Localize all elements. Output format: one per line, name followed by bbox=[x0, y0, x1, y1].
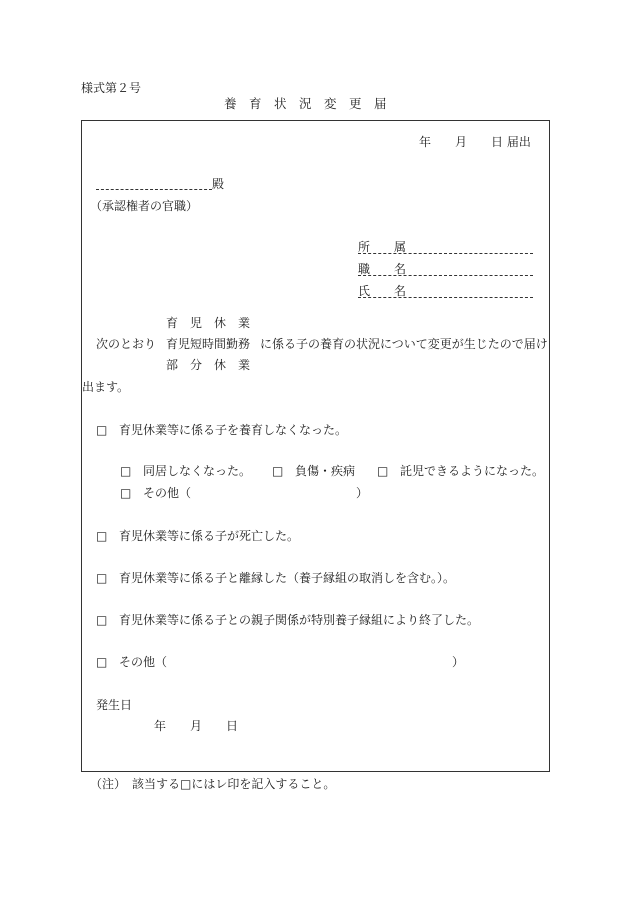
leave-type-childcare: 育 児 休 業 bbox=[166, 316, 251, 330]
form-number: 様式第２号 bbox=[81, 81, 142, 95]
checkbox-adoption-dissolved[interactable]: □ bbox=[96, 571, 108, 585]
position-label: 職 名 bbox=[358, 262, 407, 276]
affiliation-label: 所 属 bbox=[358, 240, 407, 254]
option-child-died: 育児休業等に係る子が死亡した。 bbox=[119, 529, 300, 543]
checkbox-not-living-together[interactable]: □ bbox=[120, 464, 132, 478]
position-field[interactable] bbox=[358, 275, 533, 276]
form-frame bbox=[81, 120, 550, 772]
option-injury-illness: 負傷・疾病 bbox=[295, 464, 356, 478]
option-not-living-together: 同居しなくなった。 bbox=[143, 464, 252, 478]
checkbox-injury-illness[interactable]: □ bbox=[272, 464, 284, 478]
addressee-field[interactable] bbox=[96, 189, 212, 190]
checkbox-other[interactable]: □ bbox=[96, 655, 108, 669]
addressee-suffix: 殿 bbox=[212, 177, 225, 191]
option-daycare-available: 託児できるようになった。 bbox=[400, 464, 545, 478]
affiliation-field[interactable] bbox=[358, 253, 533, 254]
form-title: 養 育 状 況 変 更 届 bbox=[224, 96, 387, 111]
option-adoption-dissolved: 育児休業等に係る子と離縁した（養子縁組の取消しを含む。）。 bbox=[119, 571, 456, 585]
leave-type-short-hours: 育児短時間勤務 bbox=[166, 337, 251, 351]
name-field[interactable] bbox=[358, 297, 533, 298]
option-other-close: ） bbox=[452, 655, 465, 669]
name-label: 氏 名 bbox=[358, 284, 407, 298]
occurrence-date: 年 月 日 bbox=[154, 719, 239, 733]
checkbox-no-longer-rearing[interactable]: □ bbox=[96, 423, 108, 437]
checkbox-special-adoption-ended[interactable]: □ bbox=[96, 613, 108, 627]
option-no-longer-rearing: 育児休業等に係る子を養育しなくなった。 bbox=[119, 423, 348, 437]
option-other: その他（ bbox=[119, 655, 168, 669]
submission-date: 年 月 日 届出 bbox=[419, 135, 531, 149]
leave-type-partial: 部 分 休 業 bbox=[166, 358, 251, 372]
checkbox-daycare-available[interactable]: □ bbox=[377, 464, 389, 478]
option-sub-other: その他（ bbox=[143, 486, 192, 500]
occurrence-label: 発生日 bbox=[96, 698, 133, 712]
option-special-adoption-ended: 育児休業等に係る子との親子関係が特別養子縁組により終了した。 bbox=[119, 613, 480, 627]
checkbox-child-died[interactable]: □ bbox=[96, 529, 108, 543]
option-sub-other-close: ） bbox=[356, 486, 369, 500]
intro-wrap: 出ます。 bbox=[82, 380, 130, 394]
approver-title-label: （承認権者の官職） bbox=[90, 199, 199, 213]
intro-prefix: 次のとおり bbox=[96, 337, 157, 351]
checkbox-sub-other[interactable]: □ bbox=[120, 486, 132, 500]
intro-suffix: に係る子の養育の状況について変更が生じたので届け bbox=[260, 337, 548, 351]
footnote: （注） 該当する□にはレ印を記入すること。 bbox=[90, 777, 336, 791]
